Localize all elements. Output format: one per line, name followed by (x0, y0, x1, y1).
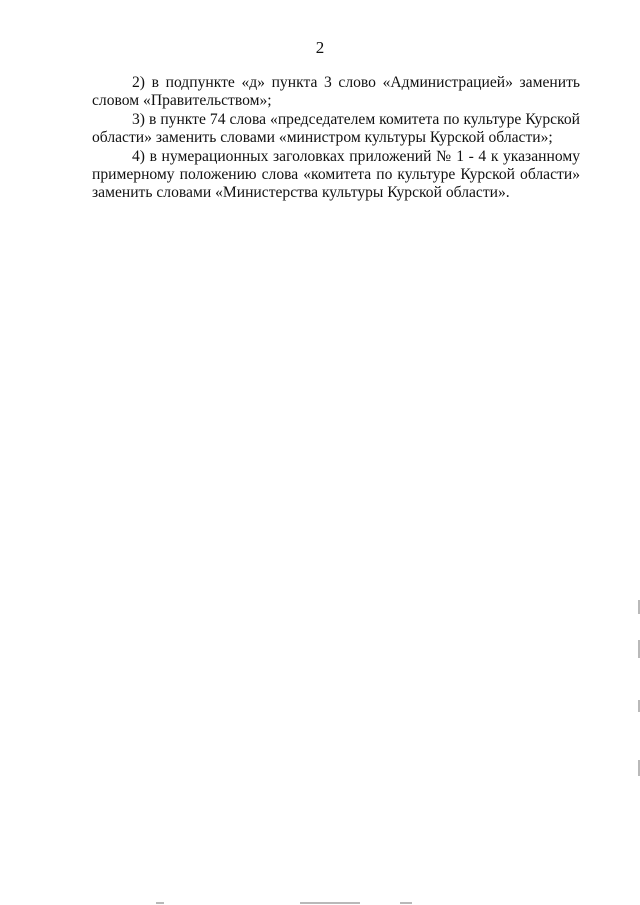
paragraph-item-3: 3) в пункте 74 слова «председателем комитета по культуре Курской области» заменить словами «министром культуры Курской области»; (92, 110, 580, 147)
scan-edge-mark (400, 902, 412, 904)
scan-edge-mark (156, 902, 164, 904)
document-body (92, 74, 580, 203)
scan-edge-mark (300, 902, 360, 904)
paragraph-item-2: 2) в подпункте «д» пункта 3 слово «Администрацией» заменить словом «Правительством»; (92, 74, 580, 110)
page-number: 2 (315, 38, 325, 57)
paragraph-item-4: 4) в нумерационных заголовках приложений № 1 - 4 к указанному примерному положению слова «комитета по культуре Курской области» заменить словами «Министерства культуры Курской области». (92, 147, 580, 202)
